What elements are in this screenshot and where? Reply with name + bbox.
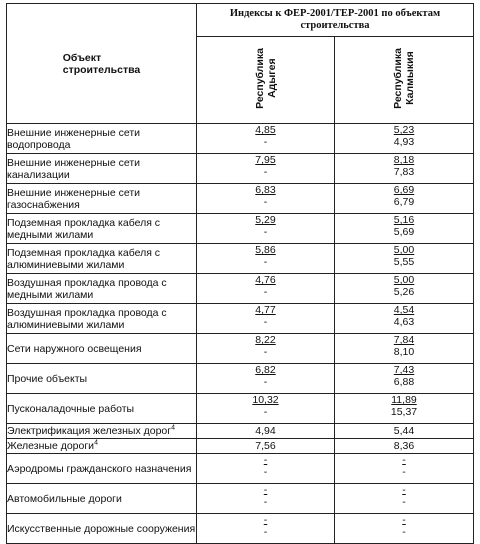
adygea-value [197, 304, 335, 334]
object-name [7, 154, 197, 184]
table-row [7, 424, 474, 439]
object-column-header [7, 4, 197, 124]
table-row [7, 364, 474, 394]
kalmykia-value [335, 454, 474, 484]
table-row [7, 454, 474, 484]
index-value-top: 5,29 [255, 214, 276, 226]
index-value-bottom: - [402, 496, 406, 508]
index-value-bottom: 6,79 [393, 196, 415, 208]
object-name [7, 214, 197, 244]
object-name [7, 454, 197, 484]
index-value-bottom: 8,10 [393, 346, 415, 358]
table-row [7, 484, 474, 514]
table-body [7, 124, 474, 544]
table-row [7, 124, 474, 154]
kalmykia-value [335, 154, 474, 184]
index-value-bottom: - [402, 526, 406, 538]
index-value-bottom: - [263, 406, 268, 418]
index-value-top: 6,69 [393, 184, 415, 196]
object-name [7, 514, 197, 544]
object-name-text: Искусственные дорожные сооружения [7, 522, 196, 535]
table-row [7, 184, 474, 214]
kalmykia-value [335, 244, 474, 274]
object-name [7, 304, 197, 334]
index-value: 5,44 [393, 425, 415, 437]
object-name [7, 274, 197, 304]
table-row [7, 214, 474, 244]
kalmykia-value [335, 514, 474, 544]
index-value-bottom: - [263, 466, 268, 478]
index-value-bottom: - [263, 166, 268, 178]
column-header-kalmykia [335, 37, 474, 124]
adygea-value [197, 274, 335, 304]
index-value-top: 4,85 [255, 124, 276, 136]
index-value-top: - [263, 454, 268, 466]
kalmykia-value [335, 364, 474, 394]
index-value-top: - [402, 514, 406, 526]
index-value-top: 7,84 [393, 334, 415, 346]
object-header-line2: строительства [62, 63, 141, 76]
adygea-value [197, 484, 335, 514]
index-value-top: 5,16 [393, 214, 415, 226]
index-value-top: 6,82 [255, 364, 276, 376]
kalmykia-value [335, 184, 474, 214]
object-name-text: Внешние инженерные сети газоснабжения [7, 186, 141, 211]
table-row [7, 334, 474, 364]
table-row [7, 304, 474, 334]
index-value-bottom: 7,83 [393, 166, 415, 178]
adygea-value [197, 214, 335, 244]
adygea-value [197, 394, 335, 424]
table-row [7, 274, 474, 304]
index-value-bottom: - [263, 136, 268, 148]
index-value-bottom: - [263, 316, 268, 328]
indices-title: Индексы к ФЕР-2001/ТЕР-2001 по объектам строительства [197, 4, 474, 37]
index-value-top: 10,32 [252, 394, 279, 406]
index-value: 7,56 [255, 440, 276, 452]
index-value-bottom: - [263, 196, 268, 208]
index-value-top: 4,54 [393, 304, 415, 316]
index-value-bottom: 5,69 [393, 226, 415, 238]
object-name-text: Пусконаладочные работы [7, 402, 135, 415]
col2-line2: Калмыкия [404, 51, 416, 106]
adygea-value [197, 124, 335, 154]
index-value-top: 11,89 [391, 394, 417, 406]
index-value-top: 8,22 [255, 334, 276, 346]
adygea-value [197, 364, 335, 394]
index-value-top: - [402, 484, 406, 496]
index-value-top: 4,77 [255, 304, 276, 316]
kalmykia-value [335, 304, 474, 334]
object-name-text: Железные дороги [7, 440, 95, 452]
object-name [7, 334, 197, 364]
index-value-top: 8,18 [393, 154, 415, 166]
index-value-top: - [263, 484, 268, 496]
object-name-text: Сети наружного освещения [7, 342, 142, 355]
index-value-bottom: - [263, 496, 268, 508]
index-value-bottom: 5,55 [393, 256, 415, 268]
object-name-text: Автомобильные дороги [7, 492, 122, 505]
index-value-top: 5,23 [393, 124, 415, 136]
index-value-bottom: - [402, 466, 406, 478]
object-name [7, 184, 197, 214]
kalmykia-value [335, 439, 474, 454]
adygea-value [197, 439, 335, 454]
object-name-text: Воздушная прокладка провода с медными жилами [7, 276, 167, 301]
col1-line2: Адыгея [265, 58, 278, 99]
object-name-text: Подземная прокладка кабеля с медными жилами [7, 216, 161, 241]
kalmykia-value [335, 484, 474, 514]
index-table [6, 3, 474, 544]
table-row [7, 154, 474, 184]
adygea-value [197, 514, 335, 544]
index-value-bottom: - [263, 376, 268, 388]
index-value-top: - [263, 514, 268, 526]
index-value-top: 5,00 [393, 274, 415, 286]
kalmykia-value [335, 214, 474, 244]
adygea-value [197, 454, 335, 484]
index-value-bottom: 5,26 [393, 286, 415, 298]
adygea-value [197, 244, 335, 274]
index-value: 4,94 [255, 425, 276, 437]
index-value-top: 6,83 [255, 184, 276, 196]
object-name [7, 244, 197, 274]
index-value-top: 5,00 [393, 244, 415, 256]
index-value-bottom: - [263, 526, 268, 538]
index-value: 8,36 [393, 440, 415, 452]
object-name-text: Воздушная прокладка провода с алюминиевыми жилами [7, 306, 167, 331]
kalmykia-value [335, 274, 474, 304]
index-value-top: - [402, 454, 406, 466]
object-name-text: Внешние инженерные сети канализации [7, 156, 141, 181]
adygea-value [197, 424, 335, 439]
footnote-marker: 4 [94, 439, 98, 447]
object-name-text: Аэродромы гражданского назначения [7, 462, 192, 475]
object-name-text: Подземная прокладка кабеля с алюминиевыми жилами [7, 246, 161, 271]
object-name [7, 394, 197, 424]
index-value-bottom: - [263, 286, 268, 298]
object-name-text: Внешние инженерные сети водопровода [7, 126, 141, 151]
table-row [7, 439, 474, 454]
table-row [7, 244, 474, 274]
object-header-line1: Объект [62, 51, 102, 64]
index-value-top: 7,43 [393, 364, 415, 376]
index-value-top: 5,86 [255, 244, 276, 256]
column-header-adygea [197, 37, 335, 124]
table-row [7, 394, 474, 424]
index-value-bottom: 4,63 [393, 316, 415, 328]
adygea-value [197, 334, 335, 364]
index-value-bottom: - [263, 256, 268, 268]
kalmykia-value [335, 124, 474, 154]
col2-line1: Республика [392, 48, 404, 109]
index-value-bottom: 15,37 [390, 406, 418, 418]
object-name [7, 424, 197, 439]
adygea-value [197, 184, 335, 214]
kalmykia-value [335, 394, 474, 424]
kalmykia-value [335, 424, 474, 439]
index-value-bottom: - [263, 346, 268, 358]
object-name [7, 484, 197, 514]
object-name [7, 439, 197, 454]
object-name [7, 364, 197, 394]
index-value-bottom: 4,93 [393, 136, 415, 148]
index-value-bottom: - [263, 226, 268, 238]
object-name [7, 124, 197, 154]
footnote-marker: 4 [171, 424, 175, 432]
object-name-text: Прочие объекты [7, 372, 88, 385]
index-value-top: 7,95 [255, 154, 276, 166]
index-value-bottom: 6,88 [393, 376, 415, 388]
index-value-top: 4,76 [255, 274, 276, 286]
adygea-value [197, 154, 335, 184]
col1-line1: Республика [253, 48, 266, 109]
kalmykia-value [335, 334, 474, 364]
object-name-text: Электрификация железных дорог [7, 425, 172, 437]
table-row [7, 514, 474, 544]
